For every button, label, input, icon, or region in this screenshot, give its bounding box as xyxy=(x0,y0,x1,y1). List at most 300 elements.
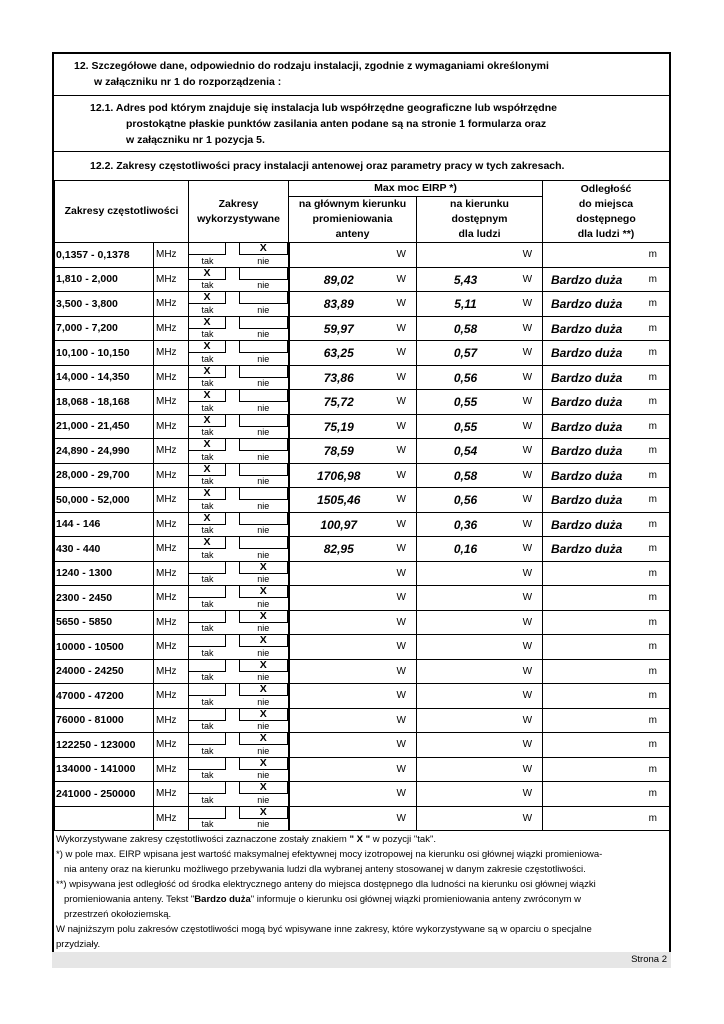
unit-value: MHz xyxy=(156,763,177,775)
checkbox-nie-box xyxy=(239,733,288,745)
eirp-main-unit: W xyxy=(396,371,406,383)
section-12-2 xyxy=(54,152,669,180)
form-page xyxy=(52,52,671,968)
distance-cell[interactable] xyxy=(543,782,670,807)
checkbox-nie[interactable] xyxy=(239,268,288,292)
unit-value: MHz xyxy=(156,665,177,677)
distance-unit: m xyxy=(648,396,658,407)
checkbox-nie-box xyxy=(239,488,288,500)
checkbox-tak[interactable] xyxy=(189,709,226,733)
checkbox-nie-label: nie xyxy=(257,623,270,633)
eirp-people-cell[interactable] xyxy=(417,757,543,782)
checkbox-nie-label: nie xyxy=(257,500,270,511)
used-checkboxes xyxy=(189,365,289,390)
eirp-main-unit: W xyxy=(396,690,406,701)
used-checkboxes xyxy=(189,267,289,292)
checkbox-tak-label: tak xyxy=(201,280,214,290)
section-12-1-line2: prostokątne płaskie punktów zasilania anten podane są na stronie 1 formularza oraz xyxy=(126,118,547,130)
unit-cell xyxy=(154,292,189,317)
eirp-people-unit: W xyxy=(522,518,533,530)
distance-unit: m xyxy=(648,641,658,652)
checkbox-tak-box xyxy=(189,562,226,574)
checkbox-nie[interactable] xyxy=(239,243,288,267)
checkbox-nie[interactable] xyxy=(239,292,288,316)
checkbox-nie-box xyxy=(239,415,288,427)
checkbox-tak[interactable] xyxy=(189,586,226,610)
checkbox-tak[interactable] xyxy=(189,292,226,316)
eirp-people-cell[interactable] xyxy=(417,316,543,341)
eirp-people-cell[interactable] xyxy=(417,610,543,635)
checkbox-tak[interactable] xyxy=(189,390,226,414)
checkbox-nie[interactable] xyxy=(239,733,288,757)
distance-value: Bardzo duża xyxy=(551,272,623,287)
eirp-people-unit: W xyxy=(522,494,533,505)
eirp-main-unit: W xyxy=(396,273,406,285)
checkbox-tak-label: tak xyxy=(201,598,214,609)
eirp-people-value: 0,55 xyxy=(453,419,478,434)
checkbox-nie-box xyxy=(239,684,288,696)
eirp-people-unit: W xyxy=(522,592,533,603)
eirp-main-value xyxy=(290,660,389,684)
checkbox-nie-box xyxy=(239,562,288,574)
checkbox-tak[interactable] xyxy=(189,366,226,390)
eirp-main-unit: W xyxy=(396,763,406,775)
range-value: 21,000 - 21,450 xyxy=(56,420,130,433)
checkbox-nie[interactable] xyxy=(239,513,288,537)
checkbox-nie-label: nie xyxy=(257,525,270,535)
checkbox-nie[interactable] xyxy=(239,660,288,684)
eirp-people-cell[interactable] xyxy=(417,586,543,611)
distance-unit: m xyxy=(648,298,658,309)
eirp-main-cell[interactable] xyxy=(289,586,417,611)
range-value: 122250 - 123000 xyxy=(56,738,136,751)
eirp-main-unit: W xyxy=(396,249,406,260)
eirp-people-cell[interactable] xyxy=(417,684,543,709)
header-distance-line2: do miejsca xyxy=(578,197,634,210)
used-checkboxes xyxy=(189,782,289,807)
distance-cell[interactable] xyxy=(543,512,670,537)
checkbox-mark: X xyxy=(203,511,211,524)
checkbox-nie[interactable] xyxy=(239,758,288,782)
checkbox-tak[interactable] xyxy=(189,439,226,463)
checkbox-tak-box xyxy=(189,733,226,745)
checkbox-nie[interactable] xyxy=(239,782,288,806)
eirp-main-value: 75,19 xyxy=(323,419,354,434)
header-max-power: Max moc EIRP *) xyxy=(289,181,543,197)
eirp-people-cell[interactable] xyxy=(417,463,543,488)
checkbox-tak-box xyxy=(189,513,226,525)
eirp-main-value: 83,89 xyxy=(323,297,354,311)
eirp-people-cell[interactable] xyxy=(417,782,543,807)
used-checkboxes xyxy=(189,488,289,513)
checkbox-nie-label: nie xyxy=(257,672,270,682)
header-main-direction xyxy=(289,197,417,243)
table-row xyxy=(55,684,670,709)
eirp-main-cell[interactable] xyxy=(289,439,417,464)
eirp-people-unit: W xyxy=(522,812,533,824)
checkbox-tak-box xyxy=(189,268,226,280)
eirp-main-cell[interactable] xyxy=(289,659,417,684)
eirp-main-cell[interactable] xyxy=(289,341,417,366)
used-checkboxes xyxy=(189,757,289,782)
distance-unit: m xyxy=(648,249,658,260)
distance-unit: m xyxy=(648,273,658,285)
checkbox-nie[interactable] xyxy=(239,488,288,512)
checkbox-tak[interactable] xyxy=(189,415,226,439)
header-main-line2: promieniowania xyxy=(312,213,393,225)
checkbox-tak[interactable] xyxy=(189,782,226,806)
unit-value: MHz xyxy=(156,298,177,310)
range-value: 5650 - 5850 xyxy=(56,616,113,629)
checkbox-tak-box xyxy=(189,317,226,329)
distance-cell[interactable] xyxy=(543,684,670,709)
table-row xyxy=(55,414,670,439)
distance-cell[interactable] xyxy=(543,365,670,390)
eirp-main-cell[interactable] xyxy=(289,757,417,782)
used-checkboxes xyxy=(189,512,289,537)
checkbox-tak[interactable] xyxy=(189,635,226,659)
checkbox-tak-label: tak xyxy=(201,329,214,339)
checkbox-nie-label: nie xyxy=(257,255,270,266)
distance-cell[interactable] xyxy=(543,757,670,782)
header-people-line1: na kierunku xyxy=(450,198,509,210)
eirp-main-value: 73,86 xyxy=(323,370,354,385)
checkbox-tak[interactable] xyxy=(189,317,226,341)
table-row xyxy=(55,610,670,635)
distance-cell[interactable] xyxy=(543,439,670,464)
checkbox-nie[interactable] xyxy=(239,807,288,831)
note-2-line2: nia anteny oraz na kierunku możliwego przebywania ludzi dla wybranej anteny stosowanej w danym zakresie częstotliwości. xyxy=(64,864,586,875)
checkbox-nie-box xyxy=(239,317,288,329)
checkbox-nie[interactable] xyxy=(239,586,288,610)
distance-cell[interactable] xyxy=(543,708,670,733)
checkbox-nie-box xyxy=(239,268,288,280)
unit-cell xyxy=(154,316,189,341)
range-cell xyxy=(55,463,154,488)
checkbox-mark: X xyxy=(259,707,267,720)
eirp-people-cell[interactable] xyxy=(417,439,543,464)
distance-cell[interactable] xyxy=(543,488,670,513)
range-value: 47000 - 47200 xyxy=(56,689,124,702)
range-value: 10,100 - 10,150 xyxy=(56,346,130,359)
eirp-people-value xyxy=(417,562,514,586)
eirp-people-cell[interactable] xyxy=(417,488,543,513)
eirp-main-cell[interactable] xyxy=(289,488,417,513)
eirp-people-cell[interactable] xyxy=(417,341,543,366)
header-distance xyxy=(543,181,670,243)
range-cell xyxy=(55,316,154,341)
eirp-main-cell[interactable] xyxy=(289,390,417,415)
distance-value: Bardzo duża xyxy=(551,444,623,458)
used-checkboxes xyxy=(189,292,289,317)
eirp-people-unit: W xyxy=(522,396,533,407)
eirp-people-value: 0,58 xyxy=(453,321,478,336)
checkbox-tak[interactable] xyxy=(189,684,226,708)
checkbox-tak[interactable] xyxy=(189,341,226,365)
checkbox-mark: X xyxy=(203,340,211,352)
eirp-people-unit: W xyxy=(522,298,533,309)
header-main-line1: na głównym kierunku xyxy=(298,198,407,210)
table-row xyxy=(55,267,670,292)
eirp-main-cell[interactable] xyxy=(289,610,417,635)
eirp-people-cell[interactable] xyxy=(417,390,543,415)
checkbox-tak[interactable] xyxy=(189,807,226,831)
section-12-1-line1: 12.1. Adres pod którym znajduje się instalacja lub współrzędne geograficzne lub współrzędne xyxy=(90,102,557,114)
unit-value: MHz xyxy=(156,739,177,751)
checkbox-nie-label: nie xyxy=(257,280,270,290)
eirp-main-cell[interactable] xyxy=(289,267,417,292)
checkbox-nie-label: nie xyxy=(257,598,270,609)
range-cell xyxy=(55,243,154,268)
eirp-main-cell[interactable] xyxy=(289,243,417,268)
checkbox-tak-label: tak xyxy=(201,402,214,413)
checkbox-tak[interactable] xyxy=(189,733,226,757)
unit-value: MHz xyxy=(156,494,177,506)
eirp-people-cell[interactable] xyxy=(417,292,543,317)
checkbox-nie[interactable] xyxy=(239,341,288,365)
unit-value: MHz xyxy=(156,543,177,555)
unit-cell xyxy=(154,537,189,562)
unit-value: MHz xyxy=(156,714,177,726)
eirp-main-value xyxy=(290,562,389,586)
eirp-main-cell[interactable] xyxy=(289,316,417,341)
page-footer xyxy=(52,952,671,968)
eirp-main-unit: W xyxy=(396,641,406,652)
range-cell xyxy=(55,537,154,562)
distance-unit: m xyxy=(648,445,658,456)
checkbox-nie-box xyxy=(239,464,288,476)
checkbox-tak[interactable] xyxy=(189,537,226,561)
header-used-line1: Zakresy xyxy=(218,197,259,210)
eirp-main-unit: W xyxy=(396,812,406,824)
range-value: 430 - 440 xyxy=(56,542,101,555)
checkbox-nie-label: nie xyxy=(257,770,270,780)
range-cell xyxy=(55,782,154,807)
checkbox-nie[interactable] xyxy=(239,537,288,561)
checkbox-nie[interactable] xyxy=(239,611,288,635)
checkbox-nie[interactable] xyxy=(239,439,288,463)
distance-cell[interactable] xyxy=(543,733,670,758)
eirp-people-value xyxy=(417,684,514,708)
eirp-people-unit: W xyxy=(522,567,533,579)
eirp-main-cell[interactable] xyxy=(289,561,417,586)
checkbox-nie-label: nie xyxy=(257,329,270,339)
unit-cell xyxy=(154,757,189,782)
checkbox-tak-box xyxy=(189,243,226,255)
eirp-people-unit: W xyxy=(522,469,533,481)
distance-cell[interactable] xyxy=(543,806,670,831)
checkbox-nie[interactable] xyxy=(239,464,288,488)
checkbox-tak-box xyxy=(189,537,226,549)
checkbox-tak-box xyxy=(189,341,226,353)
eirp-people-cell[interactable] xyxy=(417,414,543,439)
distance-cell[interactable] xyxy=(543,635,670,660)
checkbox-nie[interactable] xyxy=(239,317,288,341)
checkbox-tak[interactable] xyxy=(189,513,226,537)
eirp-people-value xyxy=(417,733,514,757)
distance-cell[interactable] xyxy=(543,243,670,268)
section-12-line2: w załączniku nr 1 do rozporządzenia : xyxy=(94,76,282,88)
distance-cell[interactable] xyxy=(543,561,670,586)
eirp-people-cell[interactable] xyxy=(417,806,543,831)
checkbox-nie[interactable] xyxy=(239,415,288,439)
unit-cell xyxy=(154,561,189,586)
distance-cell[interactable] xyxy=(543,390,670,415)
unit-value: MHz xyxy=(156,322,177,334)
checkbox-nie-label: nie xyxy=(257,549,270,560)
distance-cell[interactable] xyxy=(543,659,670,684)
distance-cell[interactable] xyxy=(543,414,670,439)
distance-unit: m xyxy=(648,616,658,628)
checkbox-tak[interactable] xyxy=(189,660,226,684)
checkbox-nie[interactable] xyxy=(239,390,288,414)
checkbox-nie[interactable] xyxy=(239,684,288,708)
unit-value: MHz xyxy=(156,518,177,530)
checkbox-tak-label: tak xyxy=(201,476,214,486)
distance-cell[interactable] xyxy=(543,341,670,366)
unit-value: MHz xyxy=(156,469,177,481)
eirp-people-value: 5,11 xyxy=(454,297,477,311)
eirp-people-cell[interactable] xyxy=(417,635,543,660)
eirp-people-unit: W xyxy=(522,690,533,701)
checkbox-tak[interactable] xyxy=(189,243,226,267)
distance-cell[interactable] xyxy=(543,586,670,611)
distance-cell[interactable] xyxy=(543,316,670,341)
distance-cell[interactable] xyxy=(543,537,670,562)
distance-cell[interactable] xyxy=(543,463,670,488)
range-cell xyxy=(55,635,154,660)
checkbox-tak[interactable] xyxy=(189,488,226,512)
eirp-people-value xyxy=(417,807,514,831)
checkbox-mark: X xyxy=(259,658,267,671)
checkbox-tak-label: tak xyxy=(201,500,214,511)
eirp-people-cell[interactable] xyxy=(417,267,543,292)
eirp-main-cell[interactable] xyxy=(289,806,417,831)
note-1-mark: " X " xyxy=(349,834,371,845)
checkbox-tak-label: tak xyxy=(201,451,214,462)
eirp-people-cell[interactable] xyxy=(417,733,543,758)
checkbox-tak-label: tak xyxy=(201,794,214,805)
distance-cell[interactable] xyxy=(543,610,670,635)
checkbox-tak[interactable] xyxy=(189,611,226,635)
page-number: Strona 2 xyxy=(631,954,667,965)
range-value: 18,068 - 18,168 xyxy=(56,395,130,408)
eirp-main-cell[interactable] xyxy=(289,292,417,317)
unit-cell xyxy=(154,267,189,292)
eirp-people-cell[interactable] xyxy=(417,561,543,586)
checkbox-nie[interactable] xyxy=(239,635,288,659)
checkbox-nie-box xyxy=(239,243,288,255)
table-row xyxy=(55,757,670,782)
distance-value: Bardzo duża xyxy=(551,542,623,556)
section-12-1 xyxy=(54,96,669,152)
eirp-main-cell[interactable] xyxy=(289,414,417,439)
eirp-main-value: 63,25 xyxy=(323,346,354,360)
unit-value: MHz xyxy=(156,445,177,457)
eirp-main-cell[interactable] xyxy=(289,733,417,758)
checkbox-tak-box xyxy=(189,415,226,427)
unit-cell xyxy=(154,390,189,415)
checkbox-nie[interactable] xyxy=(239,709,288,733)
unit-cell xyxy=(154,365,189,390)
unit-cell xyxy=(154,635,189,660)
table-row xyxy=(55,537,670,562)
header-people-line2: dostępnym xyxy=(451,213,508,225)
used-checkboxes xyxy=(189,537,289,562)
checkbox-nie[interactable] xyxy=(239,562,288,586)
unit-cell xyxy=(154,439,189,464)
used-checkboxes xyxy=(189,561,289,586)
unit-value: MHz xyxy=(156,812,177,824)
unit-value: MHz xyxy=(156,371,177,383)
checkbox-tak[interactable] xyxy=(189,562,226,586)
distance-value: Bardzo duża xyxy=(551,468,623,483)
distance-cell[interactable] xyxy=(543,292,670,317)
eirp-people-cell[interactable] xyxy=(417,512,543,537)
range-value: 50,000 - 52,000 xyxy=(56,493,130,506)
used-checkboxes xyxy=(189,708,289,733)
distance-unit: m xyxy=(648,665,658,677)
eirp-main-cell[interactable] xyxy=(289,684,417,709)
table-row xyxy=(55,390,670,415)
checkbox-nie[interactable] xyxy=(239,366,288,390)
checkbox-tak[interactable] xyxy=(189,464,226,488)
checkbox-tak[interactable] xyxy=(189,758,226,782)
eirp-main-cell[interactable] xyxy=(289,708,417,733)
distance-unit: m xyxy=(648,420,658,432)
header-distance-line1: Odległość xyxy=(580,182,632,195)
distance-cell[interactable] xyxy=(543,267,670,292)
checkbox-nie-label: nie xyxy=(257,574,270,584)
eirp-people-cell[interactable] xyxy=(417,708,543,733)
checkbox-tak-box xyxy=(189,807,226,819)
unit-value: MHz xyxy=(156,347,177,359)
range-value: 24000 - 24250 xyxy=(56,665,124,678)
eirp-people-value: 0,16 xyxy=(453,542,478,556)
eirp-main-cell[interactable] xyxy=(289,537,417,562)
eirp-main-cell[interactable] xyxy=(289,365,417,390)
eirp-people-cell[interactable] xyxy=(417,537,543,562)
checkbox-tak-label: tak xyxy=(201,255,214,266)
eirp-people-cell[interactable] xyxy=(417,659,543,684)
checkbox-tak[interactable] xyxy=(189,268,226,292)
checkbox-nie-label: nie xyxy=(257,696,270,707)
eirp-main-unit: W xyxy=(396,567,406,579)
unit-cell xyxy=(154,806,189,831)
eirp-people-value xyxy=(417,782,514,806)
checkbox-tak-box xyxy=(189,782,226,794)
eirp-main-cell[interactable] xyxy=(289,782,417,807)
eirp-main-unit: W xyxy=(396,494,406,505)
eirp-people-cell[interactable] xyxy=(417,365,543,390)
unit-cell xyxy=(154,733,189,758)
eirp-main-value: 75,72 xyxy=(323,395,354,409)
eirp-main-cell[interactable] xyxy=(289,635,417,660)
unit-cell xyxy=(154,341,189,366)
eirp-people-value: 0,57 xyxy=(453,346,478,360)
range-value: 134000 - 141000 xyxy=(56,763,136,776)
header-distance-line3: dostępnego xyxy=(576,212,636,225)
eirp-main-cell[interactable] xyxy=(289,463,417,488)
unit-value: MHz xyxy=(156,690,177,702)
checkbox-tak-box xyxy=(189,366,226,378)
range-value: 10000 - 10500 xyxy=(56,640,124,653)
eirp-main-cell[interactable] xyxy=(289,512,417,537)
eirp-people-cell[interactable] xyxy=(417,243,543,268)
header-people-line3: dla ludzi xyxy=(458,228,501,240)
eirp-main-value: 89,02 xyxy=(323,272,354,287)
checkbox-mark: X xyxy=(203,413,211,426)
